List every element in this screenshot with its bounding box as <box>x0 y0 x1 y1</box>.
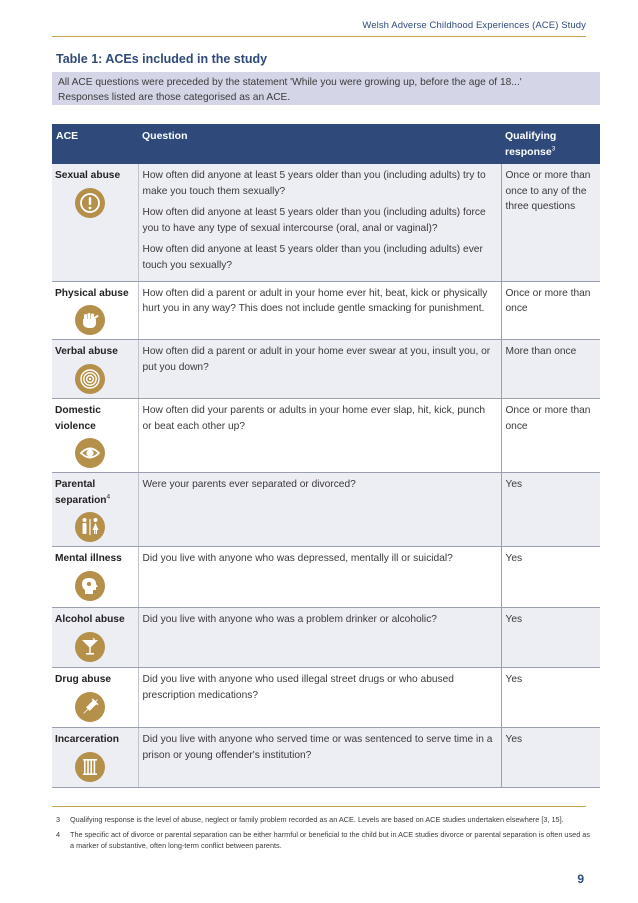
table-row <box>52 728 600 788</box>
footnote-4 <box>56 829 596 851</box>
footnote-text: The specific act of divorce or parental separation can be either harmful or beneficial to the child but in ACE studies divorce or parental separation is often used as a marker of substantive, often long-term conflict between parents. <box>70 830 590 850</box>
response-cell: Once or more than once <box>501 399 600 473</box>
ace-label <box>55 672 134 688</box>
ace-cell <box>52 668 138 728</box>
ace-label-text: Verbal abuse <box>55 346 118 357</box>
response-cell: More than once <box>501 340 600 399</box>
ace-label-text: Physical abuse <box>55 287 129 299</box>
ace-cell <box>52 728 138 788</box>
footnote-ref-4: 4 <box>106 493 111 501</box>
header-rule <box>52 36 586 37</box>
ace-icon-wrap <box>75 752 105 782</box>
cocktail-glass-icon <box>75 632 105 662</box>
question-text: How often did anyone at least 5 years older than you (including adults) force you to have any type of sexual intercourse (oral, anal or vaginal)? <box>142 207 486 234</box>
table-header-row <box>52 124 600 164</box>
ace-label <box>55 732 134 748</box>
page-number: 9 <box>577 872 584 886</box>
ace-label-text: Incarceration <box>55 734 119 745</box>
question-text: How often did your parents or adults in your home ever slap, hit, kick, punch or beat each other up? <box>142 405 486 432</box>
fist-icon <box>75 305 105 335</box>
question-text: Did you live with anyone who used illegal street drugs or who abused prescription medications? <box>142 674 454 701</box>
table-note <box>52 72 600 105</box>
prison-bars-icon <box>75 752 105 782</box>
table-row <box>52 281 600 340</box>
footnote-number: 3 <box>56 815 61 824</box>
footnote-ref-3: 3 <box>551 145 556 153</box>
column-header-response-label: Qualifying response <box>505 130 557 158</box>
question-cell <box>138 547 501 608</box>
ace-label <box>55 612 134 628</box>
ace-icon-wrap <box>75 512 105 542</box>
ace-cell <box>52 399 138 473</box>
table-row <box>52 473 600 547</box>
question-text: How often did a parent or adult in your home ever swear at you, insult you, or put you down? <box>142 346 491 373</box>
question-cell <box>138 164 501 281</box>
ace-icon-wrap <box>75 632 105 662</box>
ace-label <box>55 286 134 302</box>
response-cell: Yes <box>501 608 600 668</box>
table-row <box>52 668 600 728</box>
question-text: Did you live with anyone who was a problem drinker or alcoholic? <box>142 614 437 625</box>
table-row <box>52 164 600 281</box>
note-line-1: All ACE questions were preceded by the statement 'While you were growing up, before the age of 18...' <box>58 77 522 88</box>
question-cell <box>138 281 501 340</box>
ace-cell <box>52 608 138 668</box>
running-header: Welsh Adverse Childhood Experiences (ACE) Study <box>362 20 586 31</box>
ace-icon-wrap <box>75 438 105 468</box>
ace-label-text: Mental illness <box>55 553 122 564</box>
syringe-icon <box>75 692 105 722</box>
question-cell <box>138 473 501 547</box>
response-cell: Yes <box>501 547 600 608</box>
ace-table <box>52 124 600 788</box>
footnote-rule <box>52 806 586 807</box>
question-text: How often did a parent or adult in your home ever hit, beat, kick or physically hurt you in any way? This does not include gentle smacking for punishment. <box>142 287 488 314</box>
table-row <box>52 547 600 608</box>
question-cell <box>138 728 501 788</box>
ace-icon-wrap <box>75 305 105 335</box>
question-text: Did you live with anyone who served time or was sentenced to serve time in a prison or young offender's institution? <box>142 734 493 761</box>
table-body <box>52 164 600 788</box>
ace-icon-wrap <box>75 364 105 394</box>
question-text: Were your parents ever separated or divorced? <box>142 479 356 490</box>
table-row <box>52 399 600 473</box>
response-cell: Yes <box>501 728 600 788</box>
question-cell <box>138 668 501 728</box>
separated-parents-icon <box>75 512 105 542</box>
question-text: Did you live with anyone who was depressed, mentally ill or suicidal? <box>142 553 453 564</box>
ace-cell <box>52 340 138 399</box>
question-text: How often did anyone at least 5 years older than you (including adults) ever touch you sexually? <box>142 244 483 271</box>
ace-label-text: Alcohol abuse <box>55 614 125 625</box>
response-cell: Once or more than once <box>501 281 600 340</box>
head-icon <box>75 571 105 601</box>
footnote-text: Qualifying response is the level of abuse, neglect or family problem recorded as an ACE. Levels are based on ACE studies undertaken elsewhere [3, 15]. <box>70 815 564 824</box>
ace-cell <box>52 164 138 281</box>
ace-icon-wrap <box>75 188 105 218</box>
ace-label <box>55 168 134 184</box>
ace-cell <box>52 473 138 547</box>
eye-icon <box>75 438 105 468</box>
question-cell <box>138 340 501 399</box>
column-header-question: Question <box>138 124 501 164</box>
question-cell <box>138 399 501 473</box>
column-header-response <box>501 124 600 164</box>
footnote-number: 4 <box>56 830 61 839</box>
ace-label <box>55 344 134 360</box>
table-row <box>52 340 600 399</box>
ace-label-text: Parental separation <box>55 479 107 506</box>
ace-label-text: Drug abuse <box>55 674 112 685</box>
question-cell <box>138 608 501 668</box>
ace-label-text: Sexual abuse <box>55 170 121 181</box>
note-line-2: Responses listed are those categorised as an ACE. <box>58 92 291 103</box>
ace-label <box>55 403 134 434</box>
question-text: How often did anyone at least 5 years older than you (including adults) try to make you touch them sexually? <box>142 170 486 197</box>
exclamation-icon <box>75 188 105 218</box>
ace-label <box>55 551 134 567</box>
ace-icon-wrap <box>75 571 105 601</box>
ace-label <box>55 477 134 508</box>
ace-label-text: Domestic violence <box>55 405 101 432</box>
ace-icon-wrap <box>75 692 105 722</box>
response-cell: Yes <box>501 473 600 547</box>
ace-cell <box>52 281 138 340</box>
ace-cell <box>52 547 138 608</box>
footnote-3 <box>56 814 596 825</box>
table-row <box>52 608 600 668</box>
response-cell: Yes <box>501 668 600 728</box>
sound-waves-icon <box>75 364 105 394</box>
column-header-ace: ACE <box>52 124 138 164</box>
response-cell: Once or more than once to any of the three questions <box>501 164 600 281</box>
table-title: Table 1: ACEs included in the study <box>56 52 268 66</box>
